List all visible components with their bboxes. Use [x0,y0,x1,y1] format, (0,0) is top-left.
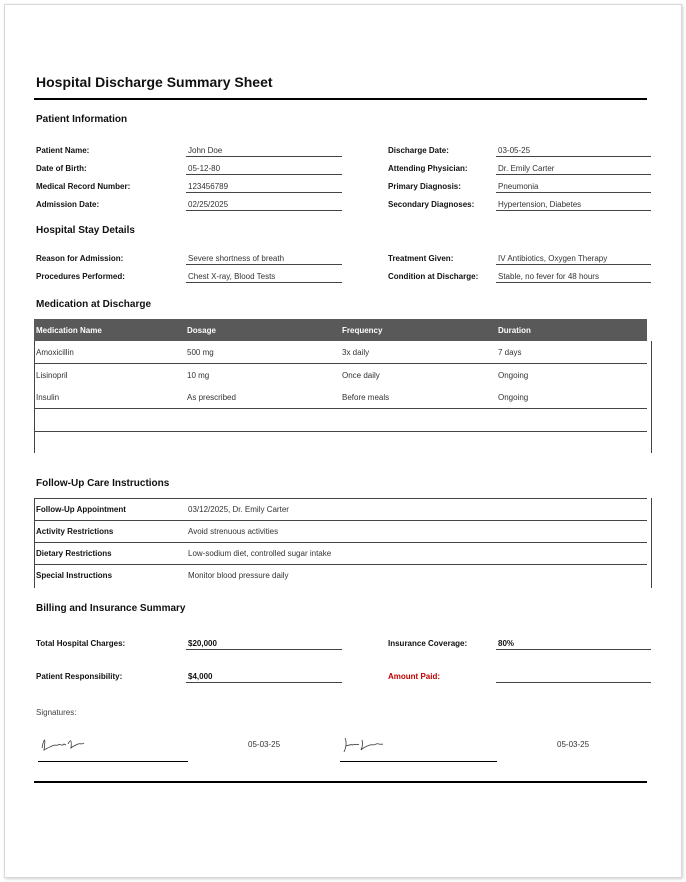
followup-row[interactable] [34,543,647,565]
patient-responsibility-field[interactable]: $4,000 [186,671,342,683]
discharge-date-field[interactable]: 03-05-25 [496,145,651,157]
duration-cell[interactable]: 7 days [497,347,522,357]
table-row[interactable] [34,386,647,409]
physician-field[interactable]: Dr. Emily Carter [496,163,651,175]
reason-label: Reason for Admission: [36,254,124,263]
primary-diagnosis-label: Primary Diagnosis: [388,182,461,191]
table-row[interactable] [34,364,647,386]
activity-restrictions-value[interactable]: Avoid strenuous activities [188,527,279,536]
signature-1-image [38,732,88,754]
reason-field[interactable]: Severe shortness of breath [186,253,342,265]
table-row[interactable] [34,341,647,364]
treatment-field[interactable]: IV Antibiotics, Oxygen Therapy [496,253,651,265]
total-charges-field[interactable]: $20,000 [186,638,342,650]
admission-date-field[interactable]: 02/25/2025 [186,199,342,211]
table-right-border [651,341,652,453]
amount-paid-field[interactable] [496,671,651,683]
procedures-label: Procedures Performed: [36,272,125,281]
billing-heading: Billing and Insurance Summary [36,603,186,614]
activity-restrictions-label: Activity Restrictions [36,527,114,536]
followup-appointment-label: Follow-Up Appointment [36,505,126,514]
admission-date-label: Admission Date: [36,200,100,209]
dob-label: Date of Birth: [36,164,87,173]
amount-paid-label: Amount Paid: [388,672,440,681]
duration-cell[interactable]: Ongoing [497,392,529,402]
followup-table [34,498,647,586]
patient-responsibility-label: Patient Responsibility: [36,672,123,681]
col-dosage: Dosage [187,325,216,335]
followup-appointment-value[interactable]: 03/12/2025, Dr. Emily Carter [188,505,289,514]
dietary-restrictions-value[interactable]: Low-sodium diet, controlled sugar intake [188,549,332,558]
followup-row[interactable] [34,521,647,543]
medication-table [34,319,647,454]
condition-label: Condition at Discharge: [388,272,479,281]
insurance-coverage-label: Insurance Coverage: [388,639,468,648]
medication-table-header [34,319,647,341]
dosage-cell[interactable]: As prescribed [187,392,236,402]
dietary-restrictions-label: Dietary Restrictions [36,549,112,558]
frequency-cell[interactable]: Before meals [342,392,390,402]
title-divider [34,98,647,100]
dosage-cell[interactable]: 500 mg [187,347,214,357]
followup-row[interactable] [34,565,647,586]
medication-name-cell[interactable]: Amoxicillin [36,347,74,357]
procedures-field[interactable]: Chest X-ray, Blood Tests [186,271,342,283]
signature-2-image [340,732,390,754]
total-charges-label: Total Hospital Charges: [36,639,126,648]
dob-field[interactable]: 05-12-80 [186,163,342,175]
followup-left-border [34,498,35,588]
col-duration: Duration [497,325,531,335]
mrn-field[interactable]: 123456789 [186,181,342,193]
stay-heading: Hospital Stay Details [36,225,135,236]
signatures-label: Signatures: [36,708,77,717]
condition-field[interactable]: Stable, no fever for 48 hours [496,271,651,283]
primary-diagnosis-field[interactable]: Pneumonia [496,181,651,193]
frequency-cell[interactable]: Once daily [342,370,380,380]
special-instructions-label: Special Instructions [36,571,113,580]
physician-label: Attending Physician: [388,164,468,173]
treatment-label: Treatment Given: [388,254,454,263]
medication-heading: Medication at Discharge [36,299,152,310]
followup-heading: Follow-Up Care Instructions [36,478,170,489]
signature-1-line[interactable] [38,761,188,762]
patient-name-label: Patient Name: [36,146,90,155]
followup-right-border [651,498,652,588]
special-instructions-value[interactable]: Monitor blood pressure daily [188,571,289,580]
discharge-date-label: Discharge Date: [388,146,449,155]
mrn-label: Medical Record Number: [36,182,131,191]
medication-name-cell[interactable]: Lisinopril [36,370,68,380]
medication-name-cell[interactable]: Insulin [36,392,60,402]
followup-row[interactable] [34,499,647,521]
signature-2-line[interactable] [340,761,497,762]
patient-name-field[interactable]: John Doe [186,145,342,157]
table-row[interactable] [34,432,647,454]
duration-cell[interactable]: Ongoing [497,370,529,380]
dosage-cell[interactable]: 10 mg [187,370,210,380]
col-medication-name: Medication Name [36,325,102,335]
secondary-diagnoses-field[interactable]: Hypertension, Diabetes [496,199,651,211]
signature-2-date[interactable]: 05-03-25 [557,740,590,749]
secondary-diagnoses-label: Secondary Diagnoses: [388,200,475,209]
table-row[interactable] [34,409,647,432]
insurance-coverage-field[interactable]: 80% [496,638,651,650]
col-frequency: Frequency [342,325,383,335]
signature-1-date[interactable]: 05-03-25 [248,740,281,749]
page-title: Hospital Discharge Summary Sheet [36,74,273,90]
frequency-cell[interactable]: 3x daily [342,347,370,357]
table-left-border [34,341,35,453]
patient-info-heading: Patient Information [36,114,128,125]
footer-divider [34,781,647,783]
